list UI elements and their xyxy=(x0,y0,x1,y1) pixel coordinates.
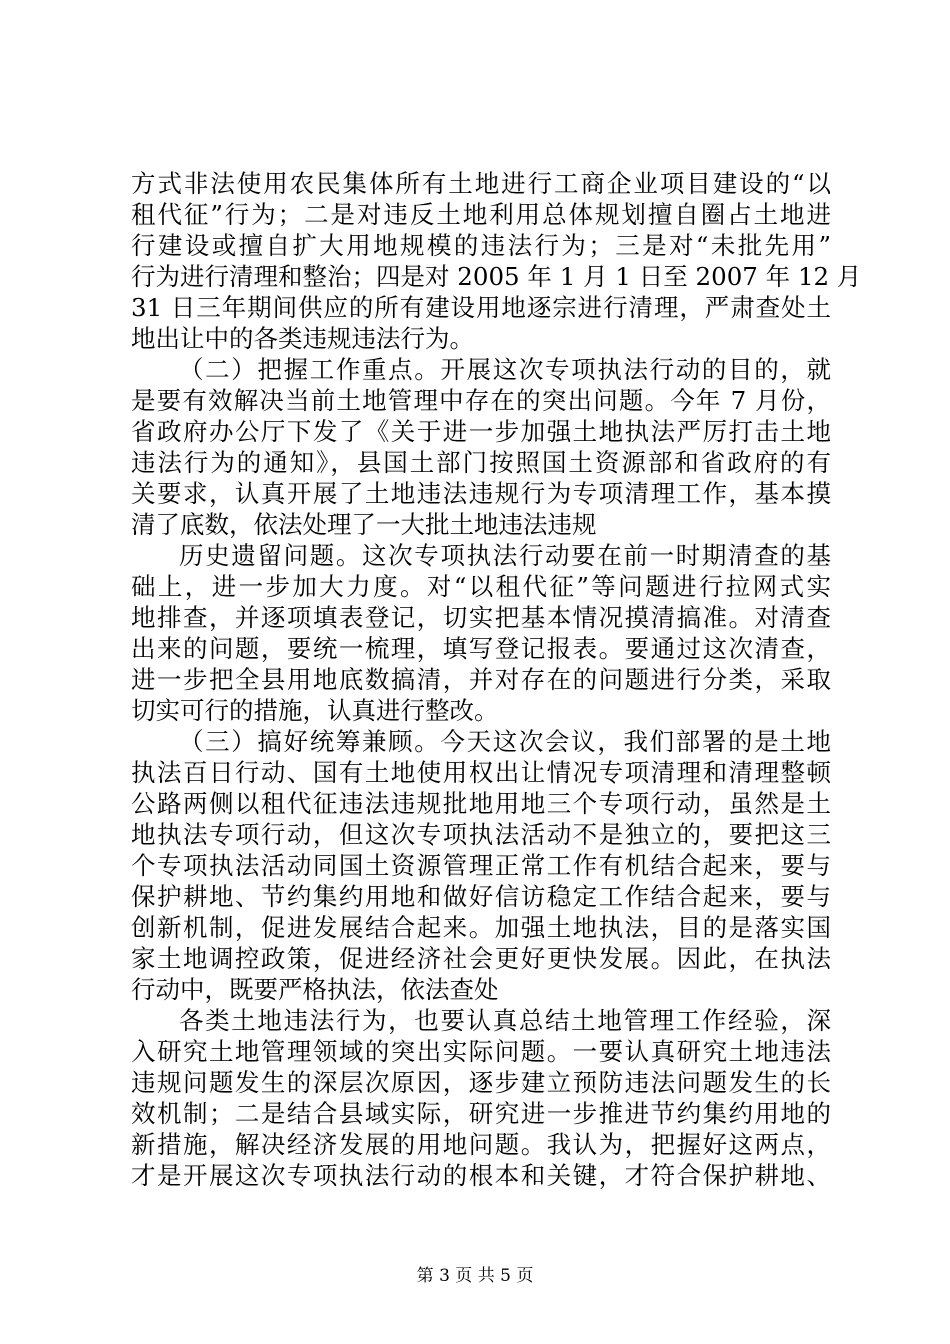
text-line: 地排查，并逐项填表登记，切实把基本情况摸清搞准。对清查 xyxy=(131,603,831,632)
text-line: 违法行为的通知》，县国土部门按照国土资源部和省政府的有 xyxy=(131,448,831,477)
text-line: 31 日三年期间供应的所有建设用地逐宗进行清理，严肃查处土 xyxy=(131,293,831,322)
text-line: 执法百日行动、国有土地使用权出让情况专项清理和清理整顿 xyxy=(131,758,831,787)
text-line: 违规问题发生的深层次原因，逐步建立预防违法问题发生的长 xyxy=(131,1068,831,1097)
text-line: 省政府办公厅下发了《关于进一步加强土地执法严厉打击土地 xyxy=(131,417,831,446)
text-line: 行为进行清理和整治；四是对 2005 年 1 月 1 日至 2007 年 12 月 xyxy=(131,262,862,291)
paragraph-start-line: （三）搞好统筹兼顾。今天这次会议，我们部署的是土地 xyxy=(179,727,831,756)
text-line: 保护耕地、节约集约用地和做好信访稳定工作结合起来，要与 xyxy=(131,882,831,911)
text-line: 才是开展这次专项执法行动的根本和关键，才符合保护耕地、 xyxy=(131,1161,831,1190)
text-line: 是要有效解决当前土地管理中存在的突出问题。今年 7 月份， xyxy=(131,386,831,415)
text-line: 进一步把全县用地底数搞清，并对存在的问题进行分类，采取 xyxy=(131,665,831,694)
text-line: 地出让中的各类违规违法行为。 xyxy=(131,324,474,353)
text-line: 效机制；二是结合县域实际，研究进一步推进节约集约用地的 xyxy=(131,1099,831,1128)
text-line: 切实可行的措施，认真进行整改。 xyxy=(131,696,499,725)
text-line: 地执法专项行动，但这次专项执法活动不是独立的，要把这三 xyxy=(131,820,831,849)
paragraph-start-line: 各类土地违法行为，也要认真总结土地管理工作经验，深 xyxy=(179,1006,831,1035)
text-line: 租代征”行为；二是对违反土地利用总体规划擅自圈占土地进 xyxy=(131,200,831,229)
paragraph-start-line: 历史遗留问题。这次专项执法行动要在前一时期清查的基 xyxy=(179,541,831,570)
text-line: 行动中，既要严格执法，依法查处 xyxy=(131,975,499,1004)
text-line: 行建设或擅自扩大用地规模的违法行为；三是对“未批先用” xyxy=(131,231,831,260)
text-line: 础上，进一步加大力度。对“以租代征”等问题进行拉网式实 xyxy=(131,572,831,601)
text-line: 清了底数，依法处理了一大批土地违法违规 xyxy=(131,510,597,539)
text-line: 入研究土地管理领域的突出实际问题。一要认真研究土地违法 xyxy=(131,1037,831,1066)
text-line: 出来的问题，要统一梳理，填写登记报表。要通过这次清查， xyxy=(131,634,831,663)
text-line: 公路两侧以租代征违法违规批地用地三个专项行动，虽然是土 xyxy=(131,789,831,818)
page-number-footer: 第 3 页 共 5 页 xyxy=(416,1266,534,1286)
text-line: 个专项执法活动同国土资源管理正常工作有机结合起来，要与 xyxy=(131,851,831,880)
paragraph-start-line: （二）把握工作重点。开展这次专项执法行动的目的，就 xyxy=(179,355,831,384)
text-line: 家土地调控政策，促进经济社会更好更快发展。因此，在执法 xyxy=(131,944,831,973)
text-line: 创新机制，促进发展结合起来。加强土地执法，目的是落实国 xyxy=(131,913,831,942)
text-line: 关要求，认真开展了土地违法违规行为专项清理工作，基本摸 xyxy=(131,479,831,508)
text-line: 方式非法使用农民集体所有土地进行工商企业项目建设的“以 xyxy=(131,169,831,198)
text-line: 新措施，解决经济发展的用地问题。我认为，把握好这两点， xyxy=(131,1130,831,1159)
